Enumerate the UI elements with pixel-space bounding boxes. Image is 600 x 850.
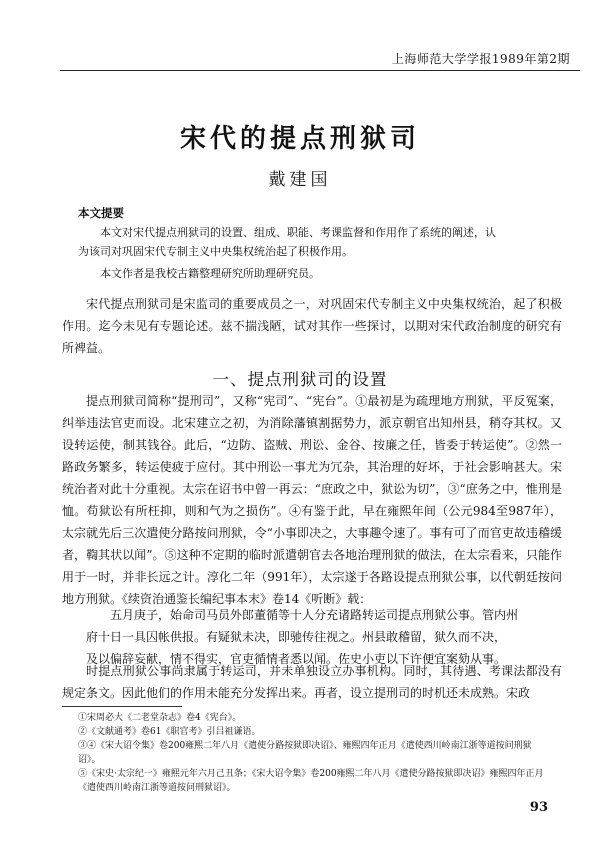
abstract-paragraph: 本文对宋代提点刑狱司的设置、组成、职能、考课监督和作用作了系统的阐述，认为该司对巩固宋代专制主义中央集权统治起了积极作用。	[78, 226, 496, 258]
section-paragraph-1: 提点刑狱司简称“提刑司”，又称“宪司”、“宪台”。①最初是为疏理地方刑狱，平反冤案，纠举违法官吏而设。北宋建立之初，为消除藩镇割据势力，派京朝官出知州县，稍夺其权。又设转运使，制其钱谷。此后，“边防、盗贼、刑讼、金谷、按廉之任，皆委于转运使”。②然一路政务繁多，转运使疲于应付。其中刑讼一事尤为冗杂，其治理的好坏，于社会影响甚大。宋统治者对此十分重视。太宗在诏书中曾一再云：“庶政之中，狱讼为切”，③“庶务之中，惟刑是恤。苟狱讼有所枉抑，则和气为之损伤”。④有鉴于此，早在雍熙年间（公元984至987年），太宗就先后三次遣使分路按问刑狱，令“小事即决之，大事趣令速了。事有可了而官吏故违稽缓者，鞫其状以闻”。⑤这种不定期的临时派遣朝官去各地治理刑狱的做法，在太宗看来，只能作用于一时，并非长远之计。淳化二年（991年），太宗遂于各路设提点刑狱公事，以代朝廷按问地方刑狱。《续资治通鉴长编纪事本末》卷14《听断》载：	[62, 394, 562, 606]
footnote: ③④《宋大诏令集》卷200雍熙二年八月《遣使分路按狱即决诏》、雍熙四年正月《遣使西川岭南江浙等道按问刑狱诏》。	[78, 741, 532, 765]
section-paragraph-2: 时提点刑狱公事尚隶属于转运司，并未单独设立办事机构。同时，其待遇、考课法都没有规定条文。因此他们的作用未能充分发挥出来。再者，设立提刑司的时机还未成熟。宋政	[62, 664, 562, 700]
article-title: 宋代的提点刑狱司	[179, 124, 420, 154]
journal-header: 上海师范大学学报1989年第2期	[391, 52, 570, 66]
intro-paragraph: 宋代提点刑狱司是宋监司的重要成员之一，对巩固宋代专制主义中央集权统治，起了积极作用。迄今未见有专题论述。兹不揣浅陋，试对其作一些探讨，以期对宋代政治制度的研究有所裨益。	[62, 297, 562, 355]
footnote: ⑤《宋史·太宗纪一》雍熙元年六月己丑条；《宋大诏令集》卷200雍熙二年八月《遣使分路按狱即决诏》雍熙四年正月《遣使西川岭南江浙等道按问刑狱诏》。	[78, 769, 544, 793]
author-note: 本文作者是我校古籍整理研究所助理研究员。	[100, 267, 320, 280]
quote-line: 五月庚子，始命司马员外郎董循等十人分充诸路转运司提点刑狱公事。管内州	[110, 608, 519, 622]
quote-line: 及以偏辞妄献，情不得实，官吏循情者悉以闻。佐史小吏以下许便宜案劾从事。	[86, 652, 507, 666]
section-heading: 一、提点刑狱司的设置	[212, 370, 388, 389]
author-name: 戴建国	[268, 170, 332, 190]
header-rule	[60, 70, 580, 71]
quote-line: 府十日一具囚帐供报。有疑狱未决，即驰传往视之。州县敢稽留，狱久而不决，	[86, 630, 507, 644]
page-number: 93	[529, 800, 548, 815]
footnote-rule	[62, 706, 182, 707]
footnote: ①宋周必大《二老堂杂志》卷4《宪台》。	[78, 713, 242, 723]
abstract-label: 本文提要	[78, 206, 124, 220]
footnote: ②《文献通考》卷61《职官考》引吕祖谦语。	[78, 727, 261, 737]
